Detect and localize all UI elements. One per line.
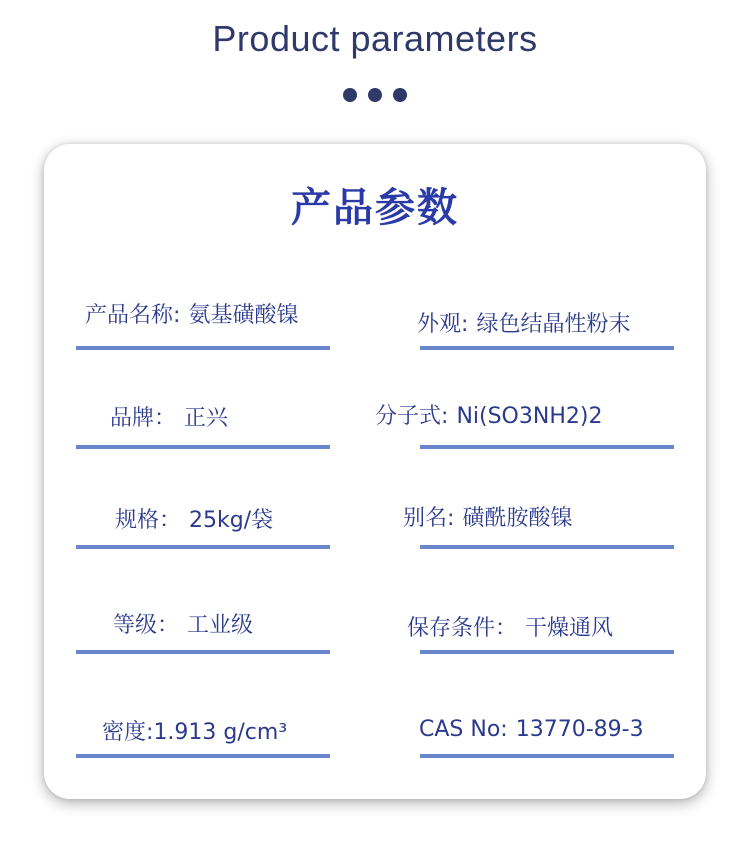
param-value: Ni(SO3NH2)2 xyxy=(456,404,603,429)
param-value: 正兴 xyxy=(184,406,229,431)
param-label: 分子式 xyxy=(375,404,442,429)
param-separator: ： xyxy=(495,616,518,641)
param-density xyxy=(102,722,287,744)
param-underline xyxy=(420,545,674,549)
param-label: 品牌 xyxy=(110,406,155,431)
param-separator: : xyxy=(500,717,508,742)
dot-icon xyxy=(368,88,382,102)
param-separator: : xyxy=(173,303,181,328)
param-label: 规格 xyxy=(115,508,160,533)
param-underline xyxy=(76,650,330,654)
param-label: 外观 xyxy=(417,312,462,337)
param-underline xyxy=(420,346,674,350)
param-grade xyxy=(113,615,253,637)
decorative-dots xyxy=(0,88,750,102)
param-value: 干燥通风 xyxy=(525,616,614,641)
param-appearance xyxy=(417,314,630,336)
dot-icon xyxy=(393,88,407,102)
param-separator: : xyxy=(146,720,154,745)
param-storage xyxy=(407,618,613,640)
param-underline xyxy=(76,754,330,758)
param-value: 25kg/袋 xyxy=(189,508,274,533)
param-underline xyxy=(76,545,330,549)
param-product-name xyxy=(85,305,298,327)
dot-icon xyxy=(343,88,357,102)
param-value: 工业级 xyxy=(187,613,254,638)
param-underline xyxy=(420,754,674,758)
param-separator: : xyxy=(447,506,455,531)
param-underline xyxy=(76,346,330,350)
param-underline xyxy=(420,650,674,654)
param-brand xyxy=(110,408,228,430)
param-label: 别名 xyxy=(403,506,448,531)
param-separator: : xyxy=(441,404,449,429)
param-separator: : xyxy=(461,312,469,337)
param-value: 磺酰胺酸镍 xyxy=(462,506,573,531)
page-title: Product parameters xyxy=(212,18,538,59)
param-formula xyxy=(375,406,602,428)
param-label: 产品名称 xyxy=(85,303,174,328)
param-alias xyxy=(403,508,572,530)
param-spec xyxy=(115,510,273,532)
param-label: 密度 xyxy=(102,720,147,745)
param-cas xyxy=(419,719,644,741)
param-value: 1.913 g/cm³ xyxy=(153,720,288,745)
param-label: 保存条件 xyxy=(407,616,496,641)
param-separator: ： xyxy=(159,508,182,533)
param-label: 等级 xyxy=(113,613,158,638)
param-separator: ： xyxy=(157,613,180,638)
param-underline xyxy=(420,445,674,449)
param-label: CAS No xyxy=(419,717,501,742)
param-value: 氨基磺酸镍 xyxy=(188,303,299,328)
param-underline xyxy=(76,445,330,449)
param-value: 13770-89-3 xyxy=(515,717,644,742)
parameters-card xyxy=(44,144,706,799)
param-separator: ： xyxy=(154,406,177,431)
param-value: 绿色结晶性粉末 xyxy=(476,312,631,337)
card-title: 产品参数 xyxy=(291,185,459,231)
